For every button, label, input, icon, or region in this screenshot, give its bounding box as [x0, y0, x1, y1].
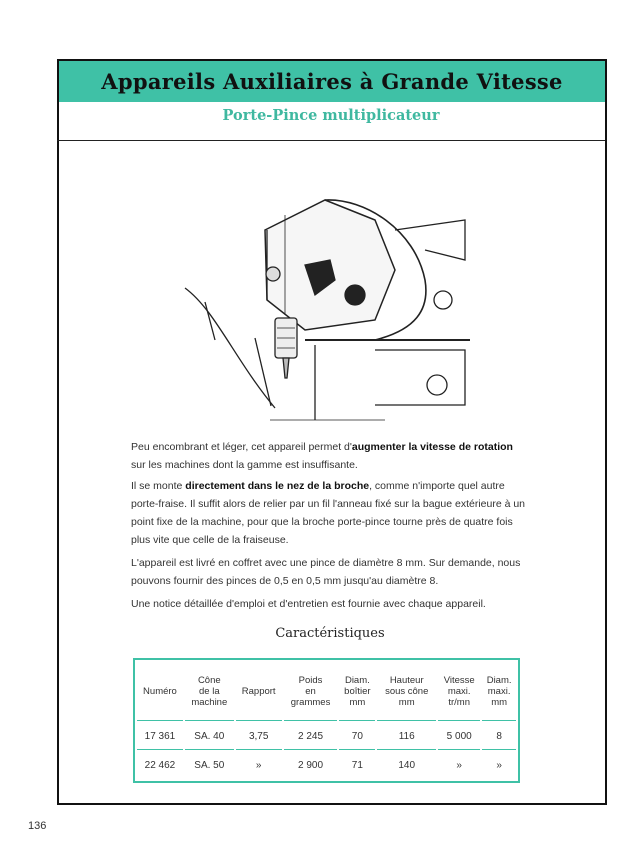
paragraph-1: Peu encombrant et léger, cet appareil permet d'augmenter la vitesse de rotation sur les machines dont la gamme est insuffisante.: [131, 441, 513, 471]
page-number: 136: [28, 820, 47, 832]
section-subtitle: Porte-Pince multiplicateur: [222, 107, 440, 124]
table-cell: SA. 50: [194, 759, 225, 771]
tool-holder-illustration: [175, 190, 470, 422]
col-diam-maxi: Diam. maxi. mm: [482, 662, 516, 721]
table-cell: 8: [482, 723, 516, 750]
table-cell: 71: [351, 759, 363, 771]
col-cone: Cône de la machine: [185, 662, 234, 721]
table-cell: SA. 40: [185, 723, 234, 750]
table-cell: 17 361: [137, 723, 183, 750]
table-row: [137, 723, 516, 750]
table-cell: »: [255, 759, 262, 771]
table-cell: 5 000: [438, 723, 480, 750]
col-poids: Poids en grammes: [284, 662, 338, 721]
paragraph-2: Il se monte directement dans le nez de la broche, comme n'importe quel autre porte-fraise. Il suffit alors de relier par un fil l'anneau fixé sur la bague extérieure à un point fixe de la machine, pour que la broche porte-pince tourne près de quatre fois plus vite que celle de la fraiseuse.: [131, 480, 526, 546]
specs-table: [133, 658, 520, 783]
table-cell: 70: [339, 723, 375, 750]
table-row: [137, 752, 516, 778]
table-cell: 2 900: [298, 759, 324, 771]
table-cell: 140: [398, 759, 416, 771]
specs-header-row: [137, 662, 516, 721]
table-cell: »: [456, 759, 462, 771]
table-cell: 22 462: [144, 759, 176, 771]
table-cell: 2 245: [284, 723, 338, 750]
page-title: Appareils Auxiliaires à Grande Vitesse: [101, 69, 563, 94]
table-cell: 3,75: [236, 723, 282, 750]
paragraph-4: Une notice détaillée d'emploi et d'entretien est fournie avec chaque appareil.: [131, 598, 486, 610]
col-diam-boitier: Diam. boîtier mm: [339, 662, 375, 721]
col-hauteur: Hauteur sous cône mm: [377, 662, 436, 721]
subtitle-divider: [57, 140, 605, 141]
col-vitesse: Vitesse maxi. tr/mn: [438, 662, 480, 721]
col-numero: Numéro: [137, 662, 183, 721]
specs-title: Caractéristiques: [275, 626, 385, 641]
col-rapport: Rapport: [236, 662, 282, 721]
title-band: [57, 59, 607, 102]
table-cell: 116: [377, 723, 436, 750]
paragraph-3: L'appareil est livré en coffret avec une pince de diamètre 8 mm. Sur demande, nous pouvons fournir des pinces de 0,5 en 0,5 mm jusqu'au diamètre 8.: [131, 557, 521, 587]
table-cell: »: [496, 759, 502, 771]
